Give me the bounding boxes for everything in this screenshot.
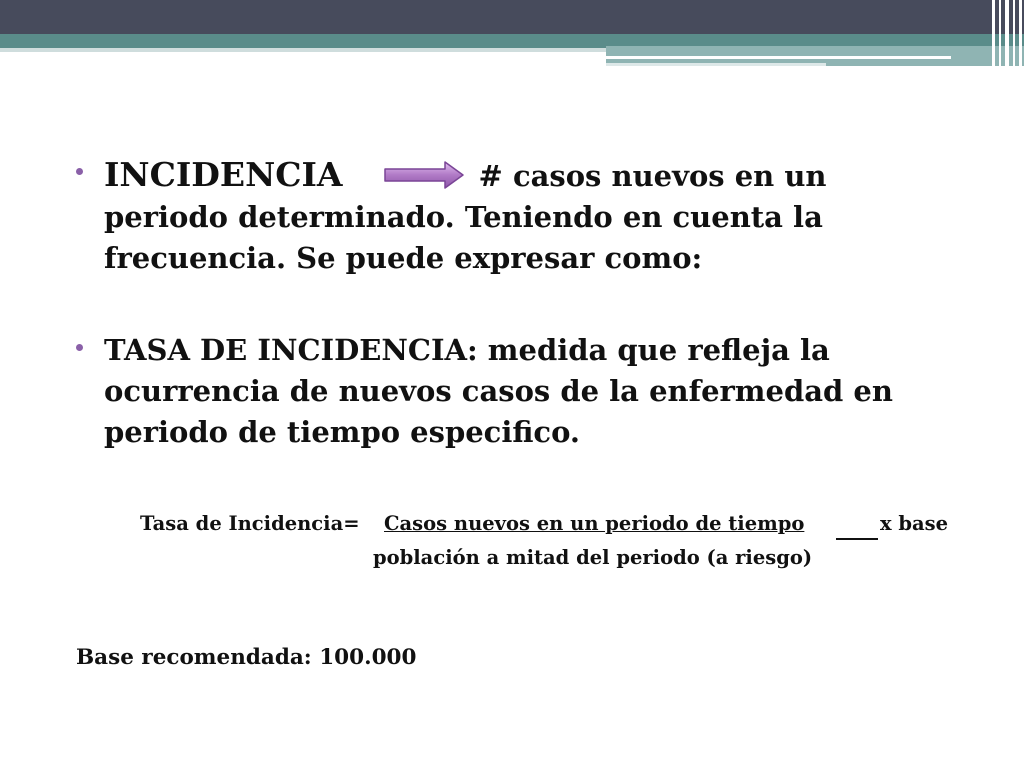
right-arrow-icon <box>383 160 465 190</box>
formula-numerator: Casos nuevos en un periodo de tiempo <box>384 512 805 535</box>
bullet-tasa-incidencia <box>76 330 976 460</box>
header-band-light <box>0 48 610 52</box>
formula-label: Tasa de Incidencia= <box>140 512 360 535</box>
bullet-dot <box>76 168 83 175</box>
incidencia-term: INCIDENCIA <box>104 155 343 194</box>
tasa-incidencia-text: TASA DE INCIDENCIA: medida que refleja la ocurrencia de nuevos casos de la enfermedad en periodo de tiempo especifico. <box>104 333 893 449</box>
formula-fraction-line <box>836 538 878 540</box>
base-recommended-note: Base recomendada: 100.000 <box>76 645 417 670</box>
header-step-line-secondary <box>606 63 826 66</box>
header-step-line <box>606 56 951 59</box>
header-vertical-stripes <box>990 0 1024 66</box>
incidencia-definition: # casos nuevos en un periodo determinado. Teniendo en cuenta la frecuencia. Se puede expresar como: <box>104 159 827 275</box>
bullet-incidencia-text <box>104 154 934 279</box>
formula-denominator: población a mitad del periodo (a riesgo) <box>373 546 813 569</box>
header-band-dark <box>0 0 1024 34</box>
bullet-dot <box>76 344 83 351</box>
bullet-incidencia <box>76 154 956 284</box>
formula-multiplier: x base <box>880 512 949 535</box>
